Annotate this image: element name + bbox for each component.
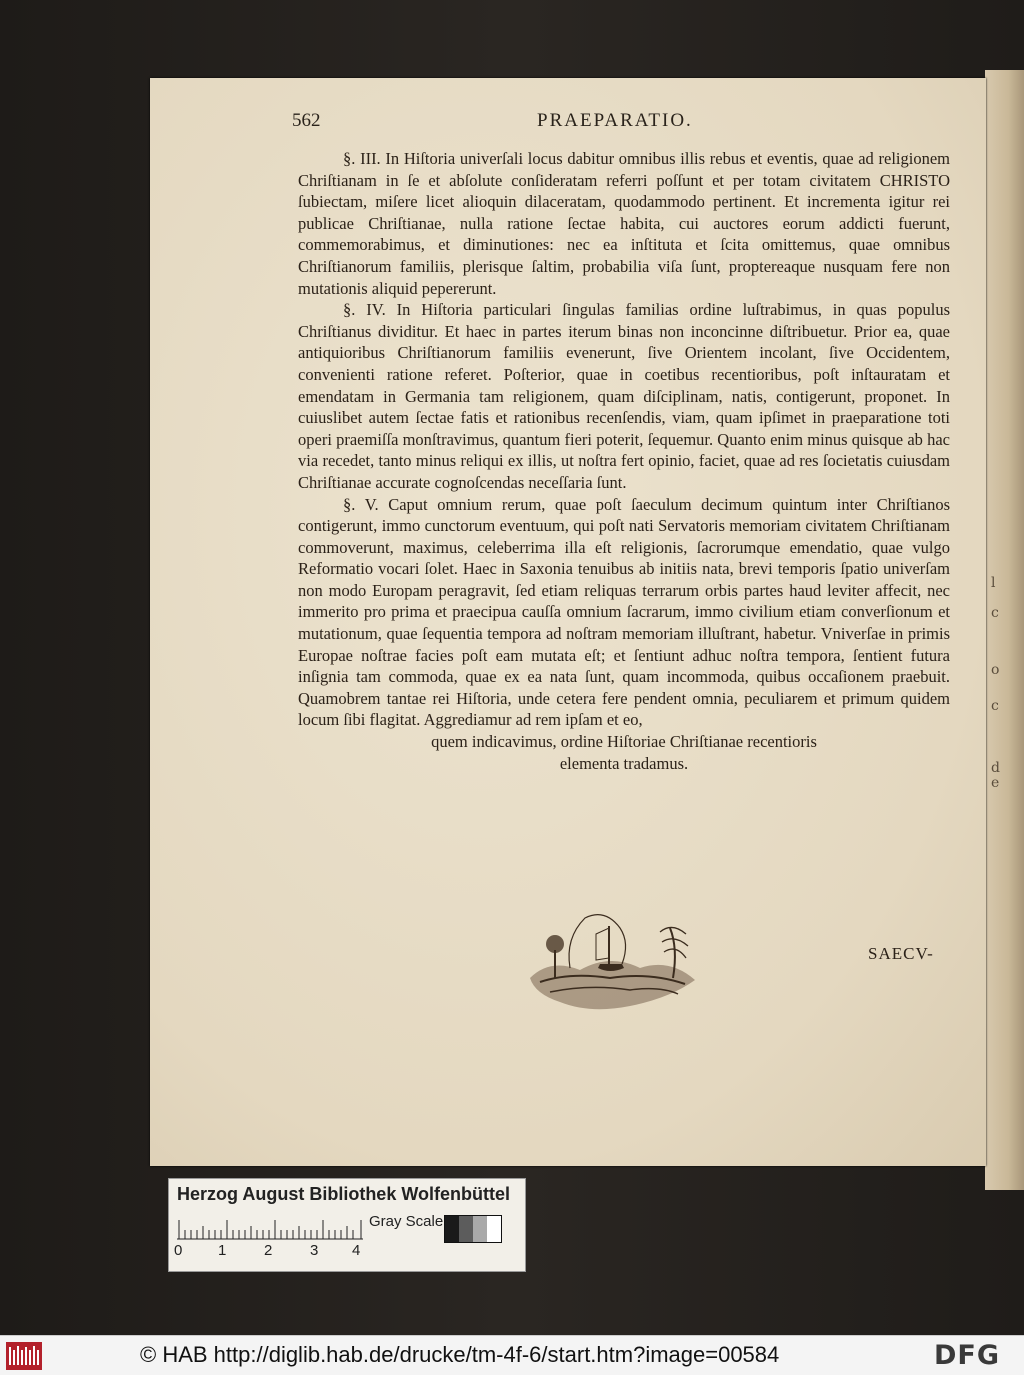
paragraph-iv: §. IV. In Hiſtoria particulari ſingulas familias ordine luſtrabimus, in quas populus Chriſtianus dividitur. Et haec in partes iterum binas non inconcinne diſtribuetur. Prior ea, quae antiquioribus Chriſtianorum familiis evenerunt, ſive Orientem incolant, ſive Occidentem, convenienti ratione referet. Poſterior, quae in coetibus recentioribus, poſt inſtauratam et emendatam in Germania tam religionem, quam diſciplinam, natis, contigerunt, proponet. In cuiuslibet autem ſectae fatis et rationibus recenſendis, viam, quam ipſimet in praeparatione toti operi praemiſſa monſtravimus, quantum fieri poterit, ſequemur. Quanto enim minus quisque ab hac via recedet, tanto minus reliqui ex illis, ut noſtra fert opinio, faciet, quae ad res ſocietatis cuiusdam Chriſtianae accurate cognoſcendas neceſſaria ſunt.: [298, 300, 950, 492]
gray-swatch: [487, 1216, 501, 1242]
closing-line: quem indicavimus, ordine Hiſtoriae Chriſtianae recentioris: [431, 732, 817, 752]
dfg-logo: DFG: [934, 1340, 1001, 1371]
ruler-number: 0: [174, 1242, 183, 1259]
library-label-card: [168, 1178, 526, 1272]
closing-lines: [298, 731, 950, 774]
ruler-number: 1: [218, 1242, 227, 1259]
body-text: [298, 148, 950, 774]
gray-swatch: [473, 1216, 487, 1242]
catchword: SAECV-: [868, 944, 934, 963]
gray-swatch: [459, 1216, 473, 1242]
ship-vignette-icon: [510, 898, 710, 1018]
permalink-link[interactable]: © HAB http://diglib.hab.de/drucke/tm-4f-6/start.htm?image=00584: [140, 1342, 780, 1367]
running-title: PRAEPARATIO.: [537, 110, 693, 131]
page-number: 562: [292, 110, 321, 131]
paragraph-v: §. V. Caput omnium rerum, quae poſt ſaeculum decimum quintum inter Chriſtianos contigerunt, immo cunctorum eventuum, qui poſt nati Servatoris memoriam civitatem Chriſtianam commoverunt, maximus, celeberrima illa eſt religionis, ſacrorumque emendatio, quae vulgo Reformatio vocari ſolet. Haec in Saxonia tenuibus ab initiis nata, brevi temporis ſpatio univerſam non modo Europam peragravit, ſed etiam reliquas terrarum orbis partes haud leviter affecit, nec immerito pro prima et praecipua cauſſa omnium ſacrarum, immo civilium etiam converſionum et mutationum, quae ſequentia tempora ad noſtram memoriam illuſtrant, habetur. Vniverſae in primis Europae noſtrae facies poſt eam mutata eſt; et ſentiunt adhuc noſtra tempora, ſentient futura inſignia tam commoda, quae ex ea nata ſunt, quam incommoda, quibus occaſionem praebuit. Quamobrem tantae rei Hiſtoria, unde cetera fere pendent omnia, peculiarem et primum quidem locum ſibi flagitat. Aggrediamur ad rem ipſam et eo,: [298, 494, 950, 730]
ruler-number: 4: [352, 1242, 361, 1259]
ruler-number: 2: [264, 1242, 273, 1259]
ruler-number: 3: [310, 1242, 319, 1259]
closing-line: elementa tradamus.: [559, 753, 689, 773]
footer-bar: [0, 1335, 1024, 1375]
library-name: Herzog August Bibliothek Wolfenbüttel: [177, 1184, 510, 1204]
gray-scale-label: Gray Scale: [369, 1213, 444, 1230]
adjacent-page-edge: l c o c d e: [985, 70, 1024, 1190]
gray-swatch: [445, 1216, 459, 1242]
paragraph-iii: §. III. In Hiſtoria univerſali locus dabitur omnibus illis rebus et eventis, quae ad religionem Chriſtianam in ſe et abſolute conſideratam referri poſſunt et per totam civitatem CHRISTO ſubiectam, miſere licet alioquin dilaceratam, quodammodo pertinent. Et incrementa igitur rei publicae Chriſtianae, nulla ratione ſectae habita, cui auctores eorum addicti fuerunt, commemorabimus, et diminutiones: nec ea inſtituta et ſcita omittemus, quae omnibus Chriſtianorum familiis, plerisque ſaltim, probabilia viſa ſunt, proptereaque nusquam fere non mutationis aliquid pepererunt.: [298, 149, 950, 298]
gray-scale-swatches: [444, 1215, 502, 1243]
hab-logo-icon: [6, 1342, 42, 1370]
ruler-scale-icon: [177, 1212, 363, 1240]
page-header: [292, 110, 952, 140]
book-page: [150, 78, 986, 1166]
